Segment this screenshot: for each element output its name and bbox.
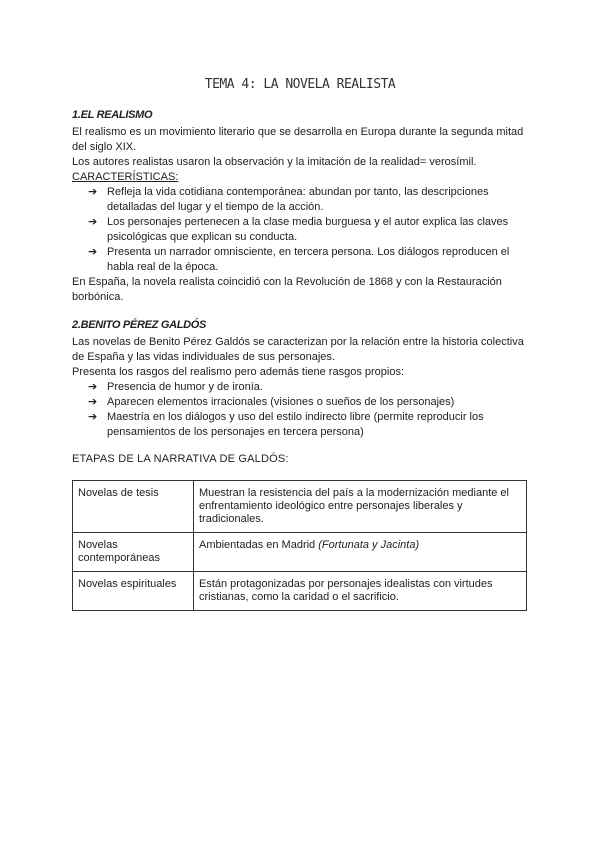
etapas-title: ETAPAS DE LA NARRATIVA DE GALDÓS: — [72, 453, 289, 465]
table-cell-description: Ambientadas en Madrid (Fortunata y Jacinta) — [194, 533, 527, 572]
section-realismo — [72, 108, 532, 305]
arrow-right-icon: ➔ — [88, 411, 98, 423]
characteristics-label: CARACTERÍSTICAS: — [72, 171, 179, 183]
table-cell-description: Están protagonizadas por personajes idealistas con virtudes cristianas, como la caridad o el sacrificio. — [194, 572, 527, 611]
page-title: TEMA 4: LA NOVELA REALISTA — [204, 77, 396, 92]
list-item: ➔ Aparecen elementos irracionales (visiones o sueños de los personajes) — [88, 396, 455, 408]
paragraph-realismo-definition: El realismo es un movimiento literario que se desarrolla en Europa durante la segunda mitad del siglo XIX. — [72, 126, 524, 153]
arrow-right-icon: ➔ — [88, 216, 98, 228]
arrow-right-icon: ➔ — [88, 246, 98, 258]
paragraph-espana: En España, la novela realista coincidió con la Revolución de 1868 y con la Restauración borbónica. — [72, 276, 502, 303]
table-cell-description: Muestran la resistencia del país a la modernización mediante el enfrentamiento ideológico entre personajes liberales y tradicionales. — [194, 481, 527, 533]
italic-title: (Fortunata y Jacinta) — [318, 539, 420, 551]
table-row — [73, 481, 527, 533]
paragraph-realismo-authors: Los autores realistas usaron la observación y la imitación de la realidad= verosímil. — [72, 156, 477, 168]
list-item: ➔ Presenta un narrador omnisciente, en tercera persona. Los diálogos reproducen el habla real de la época. — [88, 246, 510, 273]
list-item: ➔ Los personajes pertenecen a la clase media burguesa y el autor explica las claves psicológicas que explican su conducta. — [88, 216, 509, 243]
list-item: ➔ Maestría en los diálogos y uso del estilo indirecto libre (permite reproducir los pensamientos de los personajes en tercera persona) — [88, 411, 484, 438]
paragraph-galdos-traits: Presenta los rasgos del realismo pero además tiene rasgos propios: — [72, 366, 405, 378]
table-row — [73, 533, 527, 572]
list-item: ➔ Presencia de humor y de ironía. — [88, 381, 263, 393]
section-heading-galdos: 2.BENITO PÉREZ GALDÓS — [72, 319, 207, 331]
list-item: ➔ Refleja la vida cotidiana contemporánea: abundan por tanto, las descripciones detalladas del lugar y el tiempo de la acción. — [88, 186, 489, 213]
arrow-right-icon: ➔ — [88, 186, 98, 198]
characteristics-list — [72, 185, 532, 275]
arrow-right-icon: ➔ — [88, 381, 98, 393]
table-cell-stage: Novelas contemporáneas — [73, 533, 194, 572]
arrow-right-icon: ➔ — [88, 396, 98, 408]
galdos-traits-list — [72, 380, 532, 440]
section-galdos — [72, 318, 532, 440]
table-cell-stage: Novelas espirituales — [73, 572, 194, 611]
paragraph-galdos-novels: Las novelas de Benito Pérez Galdós se caracterizan por la relación entre la historia colectiva de España y las vidas individuales de sus personajes. — [72, 336, 524, 363]
table-row — [73, 572, 527, 611]
etapas-table — [72, 480, 527, 611]
section-heading-realismo: 1.EL REALISMO — [72, 109, 153, 121]
table-cell-stage: Novelas de tesis — [73, 481, 194, 533]
